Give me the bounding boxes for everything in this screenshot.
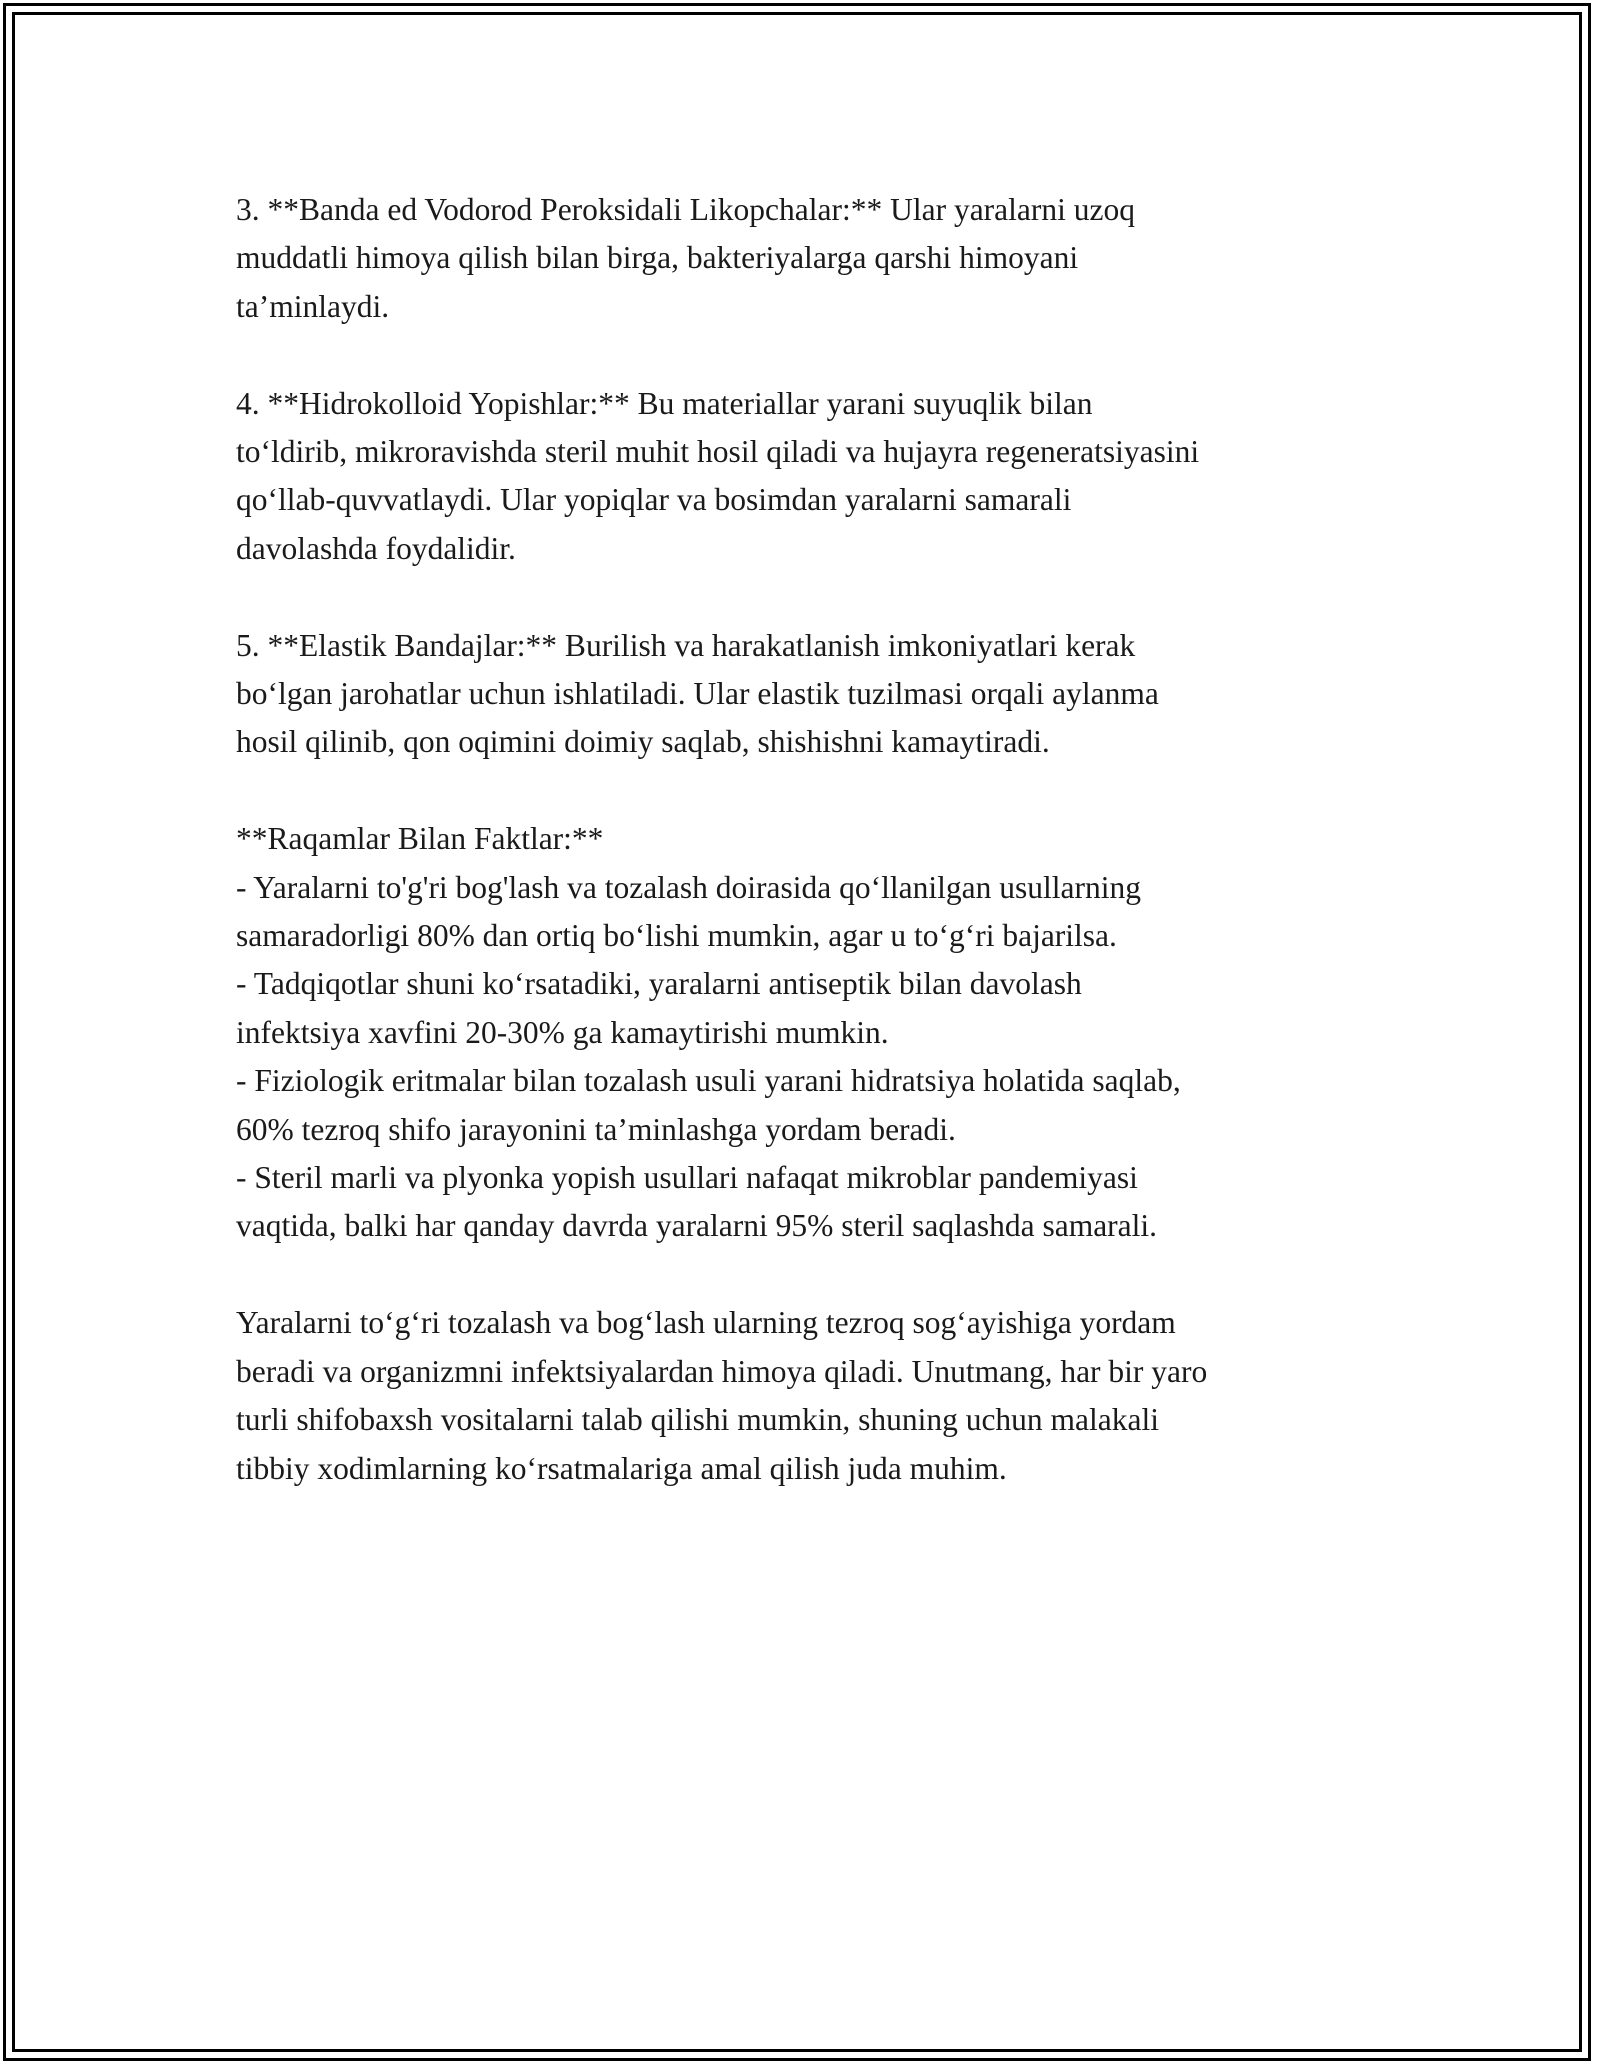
paragraph-item-3 [236,186,1396,331]
text-line: 60% tezroq shifo jarayonini ta’minlashga yordam beradi. [236,1111,956,1147]
text-line: - Yaralarni to'g'ri bog'lash va tozalash doirasida qo‘llanilgan usullarning [236,869,1141,905]
paragraph-conclusion [236,1299,1396,1493]
paragraph-facts [236,815,1396,1251]
text-line: hosil qilinib, qon oqimini doimiy saqlab, shishishni kamaytiradi. [236,724,1050,760]
text-line: samaradorligi 80% dan ortiq bo‘lishi mumkin, agar u to‘g‘ri bajarilsa. [236,918,1117,954]
text-line: - Fiziologik eritmalar bilan tozalash usuli yarani hidratsiya holatida saqlab, [236,1063,1181,1099]
text-line: tibbiy xodimlarning ko‘rsatmalariga amal qilish juda muhim. [236,1450,1007,1486]
text-line: - Steril marli va plyonka yopish usullari nafaqat mikroblar pandemiyasi [236,1160,1138,1196]
text-line: muddatli himoya qilish bilan birga, bakteriyalarga qarshi himoyani [236,240,1079,276]
text-line: ta’minlaydi. [236,288,390,324]
text-line: Yaralarni to‘g‘ri tozalash va bog‘lash ularning tezroq sog‘ayishiga yordam [236,1305,1176,1341]
paragraph-item-5 [236,622,1396,767]
document-body [236,186,1396,1541]
text-line: bo‘lgan jarohatlar uchun ishlatiladi. Ular elastik tuzilmasi orqali aylanma [236,676,1159,712]
text-line: infektsiya xavfini 20-30% ga kamaytirishi mumkin. [236,1014,889,1050]
facts-heading: **Raqamlar Bilan Faktlar:** [236,821,604,857]
text-line: - Tadqiqotlar shuni ko‘rsatadiki, yaralarni antiseptik bilan davolash [236,966,1082,1002]
text-line: turli shifobaxsh vositalarni talab qilishi mumkin, shuning uchun malakali [236,1402,1160,1438]
text-line: vaqtida, balki har qanday davrda yaralarni 95% steril saqlashda samarali. [236,1208,1158,1244]
text-line: davolashda foydalidir. [236,530,516,566]
text-line: 4. **Hidrokolloid Yopishlar:** Bu materiallar yarani suyuqlik bilan [236,385,1093,421]
text-line: to‘ldirib, mikroravishda steril muhit hosil qiladi va hujayra regeneratsiyasini [236,434,1200,470]
text-line: beradi va organizmni infektsiyalardan himoya qiladi. Unutmang, har bir yaro [236,1353,1208,1389]
text-line: qo‘llab-quvvatlaydi. Ular yopiqlar va bosimdan yaralarni samarali [236,482,1072,518]
text-line: 3. **Banda ed Vodorod Peroksidali Likopchalar:** Ular yaralarni uzoq [236,192,1135,227]
text-line: 5. **Elastik Bandajlar:** Burilish va harakatlanish imkoniyatlari kerak [236,627,1136,663]
paragraph-item-4 [236,380,1396,574]
